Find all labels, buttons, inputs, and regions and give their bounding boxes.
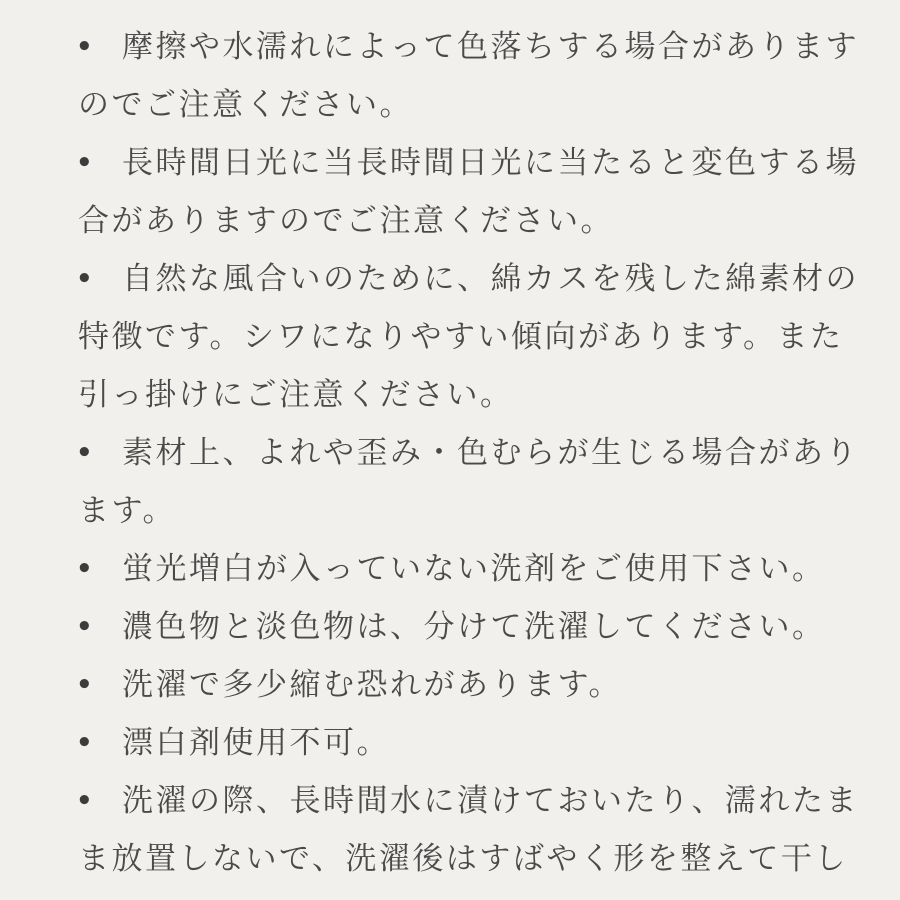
care-note-text: 濃色物と淡色物は、分けて洗濯してください。 [122,609,826,645]
care-note-text: 蛍光増白が入っていない洗剤をご使用下さい。 [122,551,826,587]
care-note-3 [78,424,860,540]
care-note-text: 長時間日光に当長時間日光に当たると変色する場合がありますのでご注意ください。 [78,145,859,239]
care-note-5 [78,598,860,656]
care-note-6 [78,656,860,714]
bullet-icon: • [76,612,96,642]
care-note-text: 素材上、よれや歪み・色むらが生じる場合があります。 [78,435,859,529]
care-notes-list [78,18,860,888]
care-note-7 [78,714,860,772]
bullet-icon: • [76,786,96,816]
care-note-text: 漂白剤使用不可。 [122,725,390,761]
bullet-icon: • [76,728,96,758]
care-note-2 [78,250,860,424]
care-note-0 [78,18,860,134]
care-note-text: 洗濯の際、長時間水に漬けておいたり、濡れたまま放置しないで、洗濯後はすばやく形を整えて干し [78,783,859,877]
bullet-icon: • [76,670,96,700]
care-note-1 [78,134,860,250]
care-note-text: 洗濯で多少縮む恐れがあります。 [122,667,623,703]
care-note-4 [78,540,860,598]
care-note-text: 自然な風合いのために、綿カスを残した綿素材の特徴です。シワになりやすい傾向があります。また引っ掛けにご注意ください。 [78,261,859,413]
bullet-icon: • [76,438,96,468]
bullet-icon: • [76,32,96,62]
bullet-icon: • [76,148,96,178]
care-note-text: 摩擦や水濡れによって色落ちする場合がありますのでご注意ください。 [78,29,859,123]
bullet-icon: • [76,264,96,294]
bullet-icon: • [76,554,96,584]
care-note-8 [78,772,860,888]
